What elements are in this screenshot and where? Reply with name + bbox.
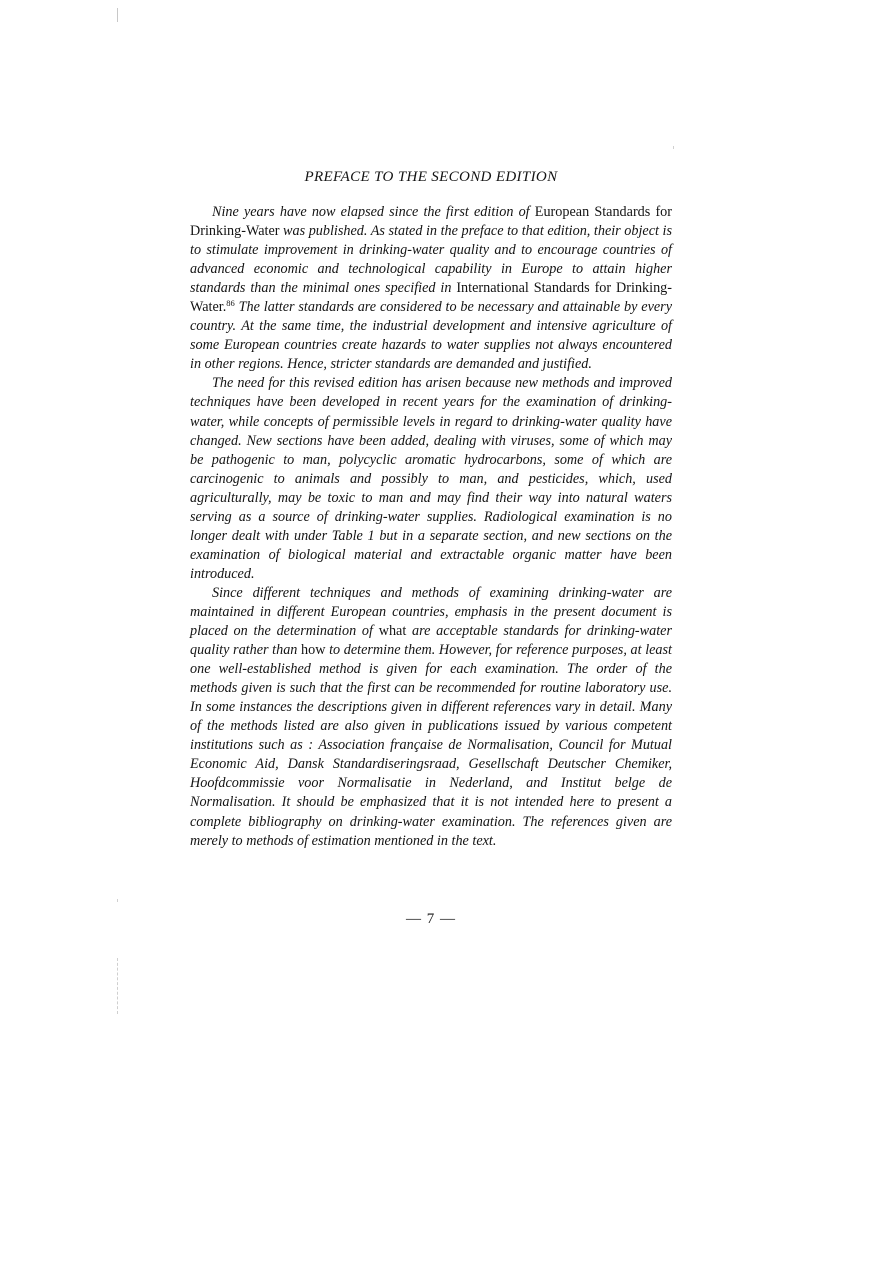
text-run: are acceptable standards for drinking-water quality rather than xyxy=(190,623,672,659)
text-run: Nine years have now elapsed since the first edition of xyxy=(212,204,535,220)
paragraph xyxy=(190,203,672,374)
page-number: — 7 — xyxy=(406,911,456,927)
text-run: Since different techniques and methods of examining drinking-water are maintained in different European countries, emphasis in the present document is placed on the determination of xyxy=(190,584,672,640)
text-run: to determine them. However, for reference purposes, at least one well-established method is given for each examination. The order of the methods given is such that the first can be recommended for routine laboratory use. In some instances the descriptions given in different references vary in detail. Many of the methods listed are also given in publications issued by various competent institutions such as : Association française de Normalisation, Council for Mutual Economic Aid, Dansk Standardiseringsraad, Gesellschaft Deutscher Chemiker, Hoofdcommissie voor Normalisatie in Nederland, and Institut belge de Normalisation. It should be emphasized that it is not intended here to present a complete bibliography on drinking-water examination. The references given are merely to methods of estimation mentioned in the text. xyxy=(190,642,672,849)
text-run: The latter standards are considered to be necessary and attainable by every country. At the same time, the industrial development and intensive agriculture of some European countries create hazards to water supplies not always encountered in other regions. Hence, stricter standards are demanded and justified. xyxy=(190,299,672,373)
body-text xyxy=(190,203,672,851)
paragraph xyxy=(190,584,672,851)
text-run: how xyxy=(301,642,326,659)
paragraph xyxy=(190,374,672,584)
text-run: European Standards for Drinking-Water xyxy=(190,204,672,240)
page-title: PREFACE TO THE SECOND EDITION xyxy=(304,169,558,185)
scan-edge-mark-bottom xyxy=(117,958,118,1014)
text-run: The need for this revised edition has arisen because new methods and improved techniques have been developed in recent years for the examination of drinking-water, while concepts of permissible levels in regard to drinking-water quality have changed. New sections have been added, dealing with viruses, some of which may be pathogenic to man, polycyclic aromatic hydrocarbons, some of which are carcinogenic to animals and possibly to man, and pesticides, which, used agriculturally, may be toxic to man and may find their way into natural waters serving as a source of drinking-water supplies. Radiological examination is no longer dealt with under Table 1 but in a separate section, and new sections on the examination of biological material and extractable organic matter have been introduced. xyxy=(190,375,672,582)
scan-edge-mark-top xyxy=(117,8,118,22)
text-run: International Standards for Drinking-Water. xyxy=(190,280,672,316)
scan-speck xyxy=(117,899,118,902)
footnote-reference: 86 xyxy=(226,298,235,309)
scan-speck xyxy=(673,146,674,149)
text-run: what xyxy=(378,623,407,640)
text-run: was published. As stated in the preface to that edition, their object is to stimulate improvement in drinking-water quality and to encourage countries of advanced economic and technological capability in Europe to attain higher standards than the minimal ones specified in xyxy=(190,223,672,297)
